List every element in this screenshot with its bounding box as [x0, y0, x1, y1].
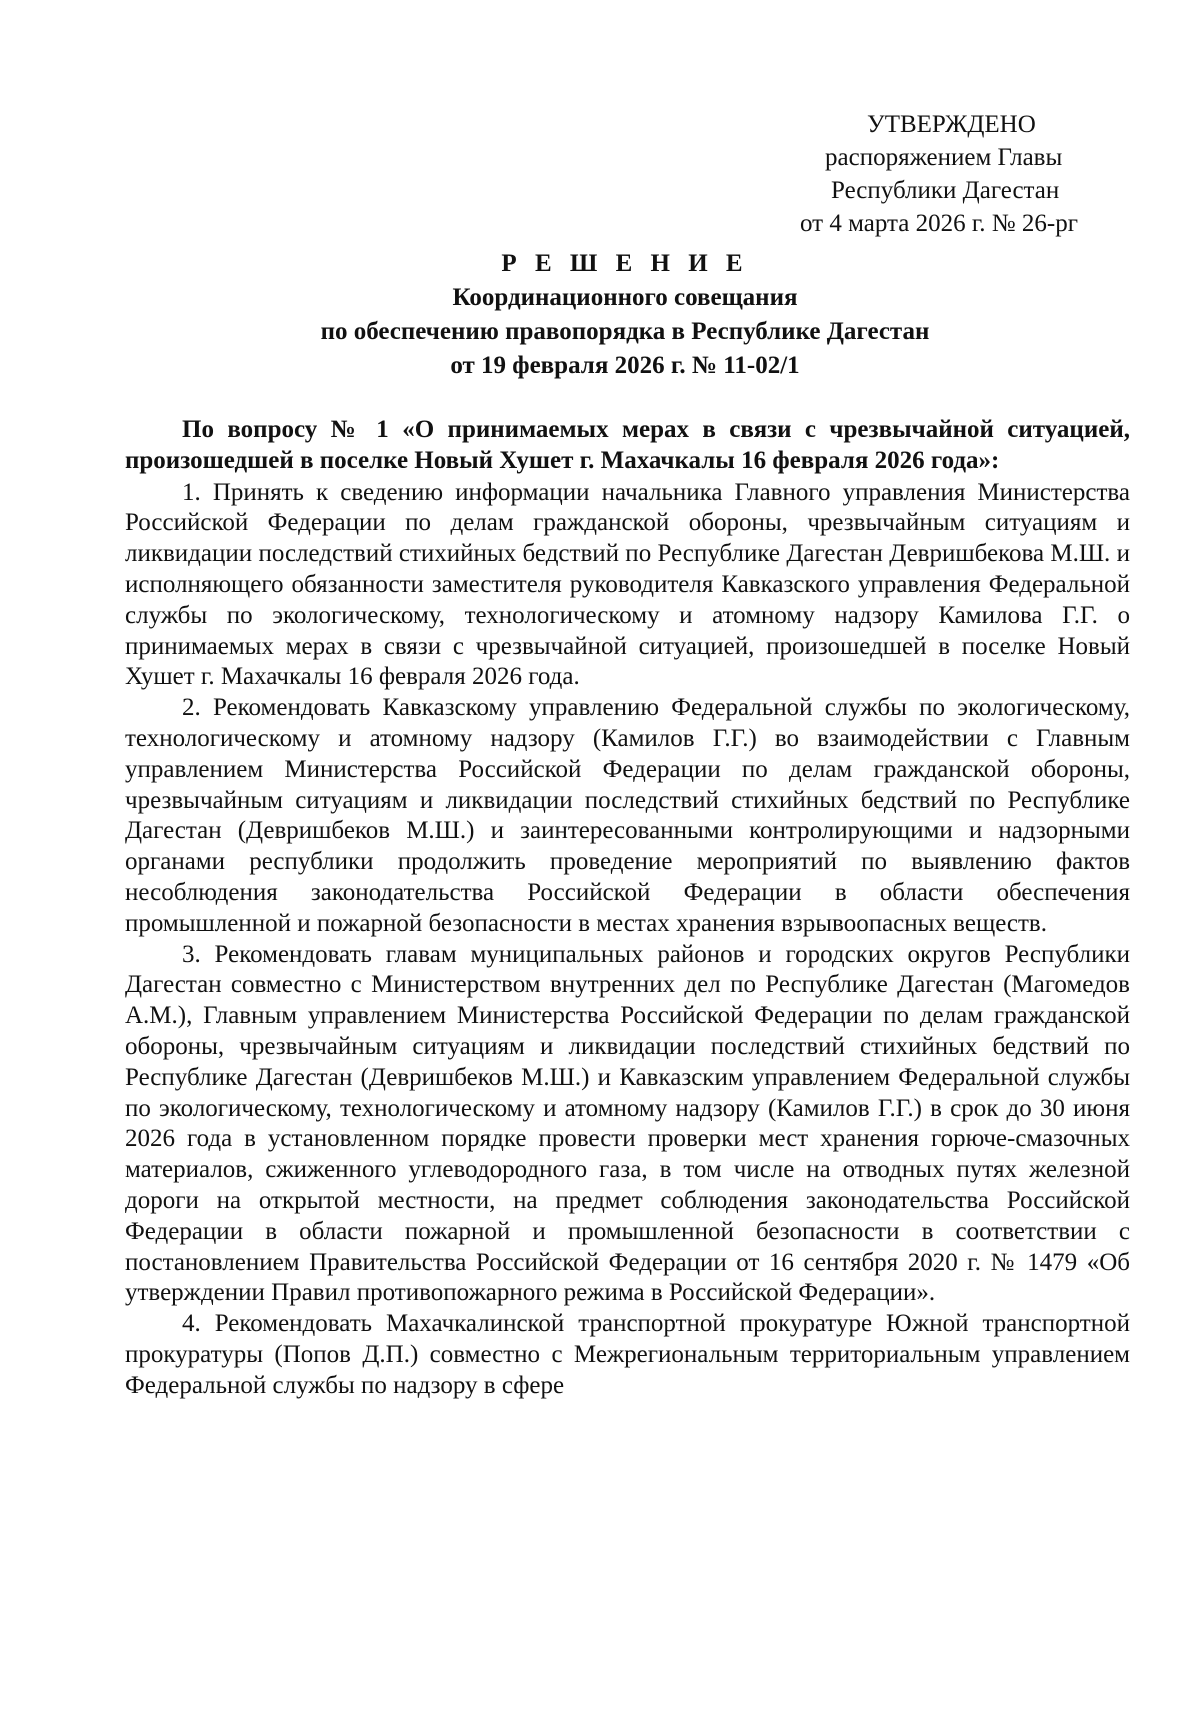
- paragraph-item-3: 3. Рекомендовать главам муниципальных районов и городских округов Республики Дагестан совместно с Министерством внутренних дел по Республике Дагестан (Магомедов А.М.), Главным управлением Министерства Российской Федерации по делам гражданской обороны, чрезвычайным ситуациям и ликвидации последствий стихийных бедствий по Республике Дагестан (Девришбеков М.Ш.) и Кавказским управлением Федеральной службы по экологическому, технологическому и атомному надзору (Камилов Г.Г.) в срок до 30 июня 2026 года в установленном порядке провести проверки мест хранения горюче-смазочных материалов, сжиженного углеводородного газа, в том числе на отводных путях железной дороги на открытой местности, на предмет соблюдения законодательства Российской Федерации в области пожарной и промышленной безопасности в соответствии с постановлением Правительства Российской Федерации от 16 сентября 2020 г. № 1479 «Об утверждении Правил противопожарного режима в Российской Федерации».: [125, 940, 1130, 1307]
- document-title: Р Е Ш Е Н И Е: [501, 250, 749, 277]
- question-heading: По вопросу № 1 «О принимаемых мерах в связи с чрезвычайной ситуацией, произошедшей в поселке Новый Хушет г. Махачкалы 16 февраля 2026 года»:: [125, 416, 1130, 474]
- document-header: [120, 247, 1130, 383]
- approval-line: УТВЕРЖДЕНО: [867, 111, 1036, 138]
- document-subtitle: Координационного совещания: [452, 284, 798, 311]
- paragraph-item-1: 1. Принять к сведению информации начальника Главного управления Министерства Российской Федерации по делам гражданской обороны, чрезвычайным ситуациям и ликвидации последствий стихийных бедствий по Республике Дагестан Девришбекова М.Ш. и исполняющего обязанности заместителя руководителя Кавказского управления Федеральной службы по экологическому, технологическому и атомному надзору Камилова Г.Г. о принимаемых мерах в связи с чрезвычайной ситуацией, произошедшей в поселке Новый Хушет г. Махачкалы 16 февраля 2026 года.: [125, 478, 1130, 691]
- approval-stamp: [795, 108, 1125, 240]
- approval-line: Республики Дагестан: [831, 177, 1060, 204]
- approval-date-line: от 4 марта 2026 г. № 26-рг: [800, 210, 1078, 237]
- document-body: [125, 415, 1130, 1402]
- paragraph-item-2: 2. Рекомендовать Кавказскому управлению Федеральной службы по экологическому, технологическому и атомному надзору (Камилов Г.Г.) во взаимодействии с Главным управлением Министерства Российской Федерации по делам гражданской обороны, чрезвычайным ситуациям и ликвидации последствий стихийных бедствий по Республике Дагестан (Девришбеков М.Ш.) и заинтересованными контролирующими и надзорными органами республики продолжить проведение мероприятий по выявлению фактов несоблюдения законодательства Российской Федерации в области обеспечения промышленной и пожарной безопасности в местах хранения взрывоопасных веществ.: [125, 694, 1130, 937]
- document-date-number: от 19 февраля 2026 г. № 11-02/1: [450, 352, 800, 379]
- document-subtitle: по обеспечению правопорядка в Республике Дагестан: [320, 318, 930, 345]
- approval-line: распоряжением Главы: [825, 144, 1063, 171]
- paragraph-item-4: 4. Рекомендовать Махачкалинской транспортной прокуратуре Южной транспортной прокуратуры (Попов Д.П.) совместно с Межрегиональным территориальным управлением Федеральной службы по надзору в сфере: [125, 1310, 1130, 1399]
